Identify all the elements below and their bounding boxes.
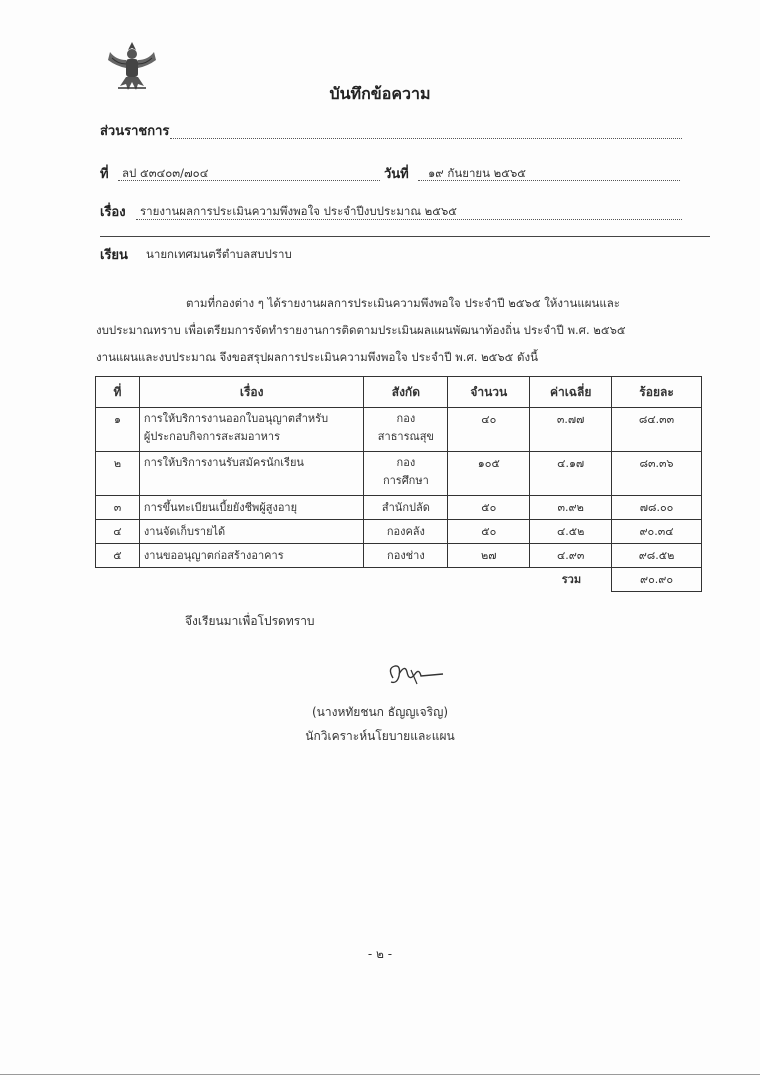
table-header-row	[96, 377, 702, 408]
row-no: ๓	[96, 496, 140, 520]
row-department	[364, 452, 448, 496]
row-topic: งานจัดเก็บรายได้	[139, 520, 363, 544]
signer-name: (นางหทัยชนก ธัญญเจริญ)	[311, 705, 449, 719]
row-percent: ๗๘.๐๐	[612, 496, 702, 520]
row-topic: การขึ้นทะเบียนเบี้ยยังชีพผู้สูงอายุ	[139, 496, 363, 520]
ref-label: ที่	[100, 167, 109, 182]
body-line-2: งบประมาณทราบ เพื่อเตรียมการจัดทำรายงานการติดตามประเมินผลแผนพัฒนาท้องถิ่น ประจำปี พ.ศ. ๒๕๖๕	[96, 323, 626, 337]
row-no: ๕	[96, 544, 140, 568]
row-count: ๕๐	[448, 520, 530, 544]
row-no: ๔	[96, 520, 140, 544]
row-mean: ๓.๗๗	[530, 408, 612, 452]
row-mean: ๔.๑๗	[530, 452, 612, 496]
row-percent: ๘๓.๓๖	[612, 452, 702, 496]
ref-value: ลป ๕๓๔๐๓/๗๐๔	[122, 166, 209, 180]
subject-value: รายงานผลการประเมินความพึงพอใจ ประจำปีงบประมาณ ๒๕๖๕	[140, 204, 457, 218]
header-mean: ค่าเฉลี่ย	[530, 377, 612, 408]
row-no: ๑	[96, 408, 140, 452]
total-percent: ๙๐.๙๐	[612, 568, 702, 592]
row-department: กองช่าง	[364, 544, 448, 568]
row-percent: ๙๐.๓๔	[612, 520, 702, 544]
header-divider	[100, 236, 710, 237]
page-bottom-edge	[0, 1074, 760, 1075]
body-line-1: ตามที่กองต่าง ๆ ได้รายงานผลการประเมินความพึงพอใจ ประจำปี ๒๕๖๕ ให้งานแผนและ	[186, 296, 620, 310]
row-topic: งานขออนุญาตก่อสร้างอาคาร	[139, 544, 363, 568]
table-row	[96, 496, 702, 520]
row-percent: ๙๘.๕๒	[612, 544, 702, 568]
table-row	[96, 520, 702, 544]
row-department: กองคลัง	[364, 520, 448, 544]
handwritten-signature	[385, 660, 447, 690]
row-department	[364, 408, 448, 452]
memo-title: บันทึกข้อความ	[329, 84, 431, 103]
header-count: จำนวน	[448, 377, 530, 408]
table-row	[96, 408, 702, 452]
row-mean: ๓.๙๒	[530, 496, 612, 520]
to-value: นายกเทศมนตรีตำบลสบปราบ	[146, 247, 292, 261]
row-count: ๒๗	[448, 544, 530, 568]
row-topic	[139, 408, 363, 452]
row-no: ๒	[96, 452, 140, 496]
body-line-3: งานแผนและงบประมาณ จึงขอสรุปผลการประเมินความพึงพอใจ ประจำปี พ.ศ. ๒๕๖๕ ดังนี้	[96, 350, 538, 364]
table-row	[96, 452, 702, 496]
row-department: สำนักปลัด	[364, 496, 448, 520]
row-topic	[139, 452, 363, 496]
row-count: ๔๐	[448, 408, 530, 452]
row-department-line: กอง	[396, 412, 416, 425]
row-department-line: กอง	[396, 456, 416, 469]
row-mean: ๔.๕๒	[530, 520, 612, 544]
department-dotted-line	[170, 138, 682, 139]
total-label: รวม	[96, 568, 612, 592]
row-topic-line: ผู้ประกอบกิจการสะสมอาหาร	[143, 430, 280, 443]
table-total-row	[96, 568, 702, 592]
row-mean: ๔.๙๓	[530, 544, 612, 568]
date-value: ๑๙ กันยายน ๒๕๖๕	[428, 166, 526, 180]
date-label: วันที่	[384, 167, 409, 182]
table-row	[96, 544, 702, 568]
subject-label: เรื่อง	[100, 205, 126, 220]
to-label: เรียน	[100, 248, 128, 263]
row-topic-line: การให้บริการงานรับสมัครนักเรียน	[143, 456, 304, 469]
header-no: ที่	[96, 377, 140, 408]
department-label: ส่วนราชการ	[100, 124, 170, 139]
row-department-line: สาธารณสุข	[377, 430, 434, 443]
page-number: - ๒ -	[367, 947, 393, 961]
row-percent: ๘๔.๓๓	[612, 408, 702, 452]
signer-position: นักวิเคราะห์นโยบายและแผน	[305, 729, 455, 743]
row-department-line: การศึกษา	[382, 474, 429, 487]
row-topic-line: การให้บริการงานออกใบอนุญาตสำหรับ	[143, 412, 329, 425]
row-count: ๕๐	[448, 496, 530, 520]
row-count: ๑๐๕	[448, 452, 530, 496]
closing-text: จึงเรียนมาเพื่อโปรดทราบ	[185, 614, 315, 628]
header-percent: ร้อยละ	[612, 377, 702, 408]
evaluation-table	[95, 376, 702, 592]
header-topic: เรื่อง	[139, 377, 363, 408]
header-department: สังกัด	[364, 377, 448, 408]
